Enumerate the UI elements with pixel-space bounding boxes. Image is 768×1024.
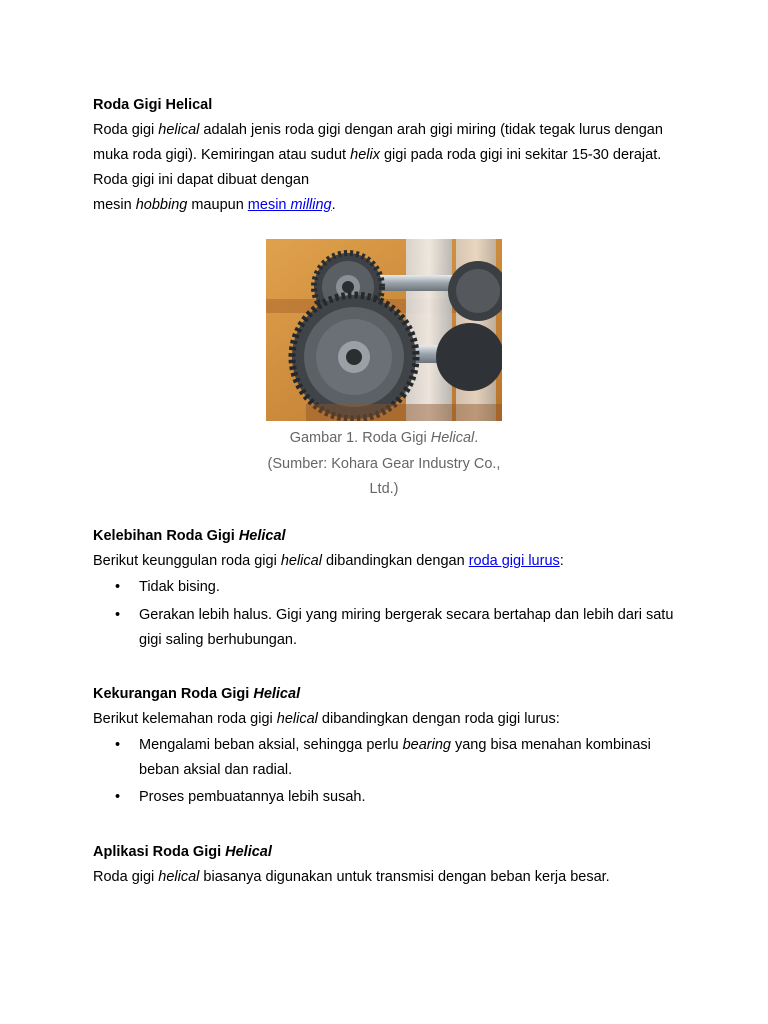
italic-term: helical	[276, 711, 318, 727]
text: yang bisa menahan kombinasi beban aksial dan radial.	[139, 737, 651, 778]
section-disadvantages	[93, 682, 683, 810]
list-item: • Proses pembuatannya lebih susah.	[93, 785, 683, 810]
text: Kelebihan Roda Gigi	[93, 528, 239, 544]
text: .	[331, 197, 336, 213]
section-helical-gear	[93, 93, 683, 218]
section-title	[93, 840, 683, 865]
text: biasanya digunakan untuk transmisi dengan beban kerja besar.	[199, 869, 610, 885]
link-mesin-milling[interactable]	[248, 197, 332, 213]
text: Berikut kelemahan roda gigi	[93, 711, 277, 727]
disadvantages-list	[93, 733, 683, 810]
text: maupun	[187, 197, 248, 213]
text: Roda gigi	[93, 122, 159, 138]
paragraph-intro	[93, 707, 683, 732]
italic-term: helical	[280, 553, 322, 569]
figure-caption	[243, 426, 525, 503]
list-item: • Tidak bising.	[93, 575, 683, 600]
list-item: • Gerakan lebih halus. Gigi yang miring bergerak secara bertahap dan lebih dari satu gigi saling berhubungan.	[93, 603, 683, 653]
advantages-list	[93, 575, 683, 653]
link-text[interactable]: mesin	[247, 197, 291, 213]
text: Kekurangan Roda Gigi	[93, 686, 254, 702]
link-text-italic[interactable]: milling	[290, 197, 332, 213]
italic-term: Helical	[238, 528, 286, 544]
paragraph-applications	[93, 865, 683, 890]
text: Roda gigi	[93, 869, 159, 885]
section-title: Roda Gigi Helical	[93, 97, 213, 113]
italic-term: Helical	[430, 430, 475, 446]
helical-gear-illustration	[266, 239, 502, 421]
caption-source: (Sumber: Kohara Gear Industry Co.,	[267, 455, 501, 472]
italic-term: helical	[158, 122, 200, 138]
italic-term: helical	[158, 869, 200, 885]
text: dibandingkan dengan roda gigi lurus:	[317, 711, 560, 727]
text: Gambar 1. Roda Gigi	[289, 430, 431, 446]
text: mesin	[93, 197, 136, 213]
caption-title	[243, 426, 525, 452]
text: .	[474, 430, 479, 446]
section-title	[93, 524, 683, 549]
text: adalah jenis roda gigi dengan arah gigi miring (tidak tegak lurus dengan muka roda gigi). Kemiringan atau sudut	[93, 122, 663, 163]
caption-source-cont: Ltd.)	[369, 481, 399, 497]
paragraph-manufacturing	[93, 193, 683, 218]
text: Berikut keunggulan roda gigi	[93, 553, 281, 569]
text: dibandingkan dengan	[321, 553, 469, 569]
helical-gear-photo	[266, 239, 502, 421]
text: Aplikasi Roda Gigi	[93, 844, 226, 860]
section-advantages	[93, 524, 683, 653]
text: :	[559, 553, 564, 569]
text: gigi pada roda gigi ini sekitar 15-30 derajat. Roda gigi ini dapat dibuat dengan	[93, 147, 662, 188]
italic-term: Helical	[225, 844, 272, 860]
paragraph-intro	[93, 549, 683, 574]
italic-term: bearing	[402, 737, 451, 753]
list-item	[93, 733, 683, 783]
italic-term: helix	[350, 147, 380, 163]
italic-term: Helical	[253, 686, 301, 702]
section-applications	[93, 840, 683, 890]
link-roda-gigi-lurus[interactable]: roda gigi lurus	[468, 553, 560, 569]
text: Mengalami beban aksial, sehingga perlu	[139, 737, 403, 753]
section-title	[93, 682, 683, 707]
italic-term: hobbing	[135, 197, 188, 213]
paragraph-definition	[93, 118, 683, 193]
